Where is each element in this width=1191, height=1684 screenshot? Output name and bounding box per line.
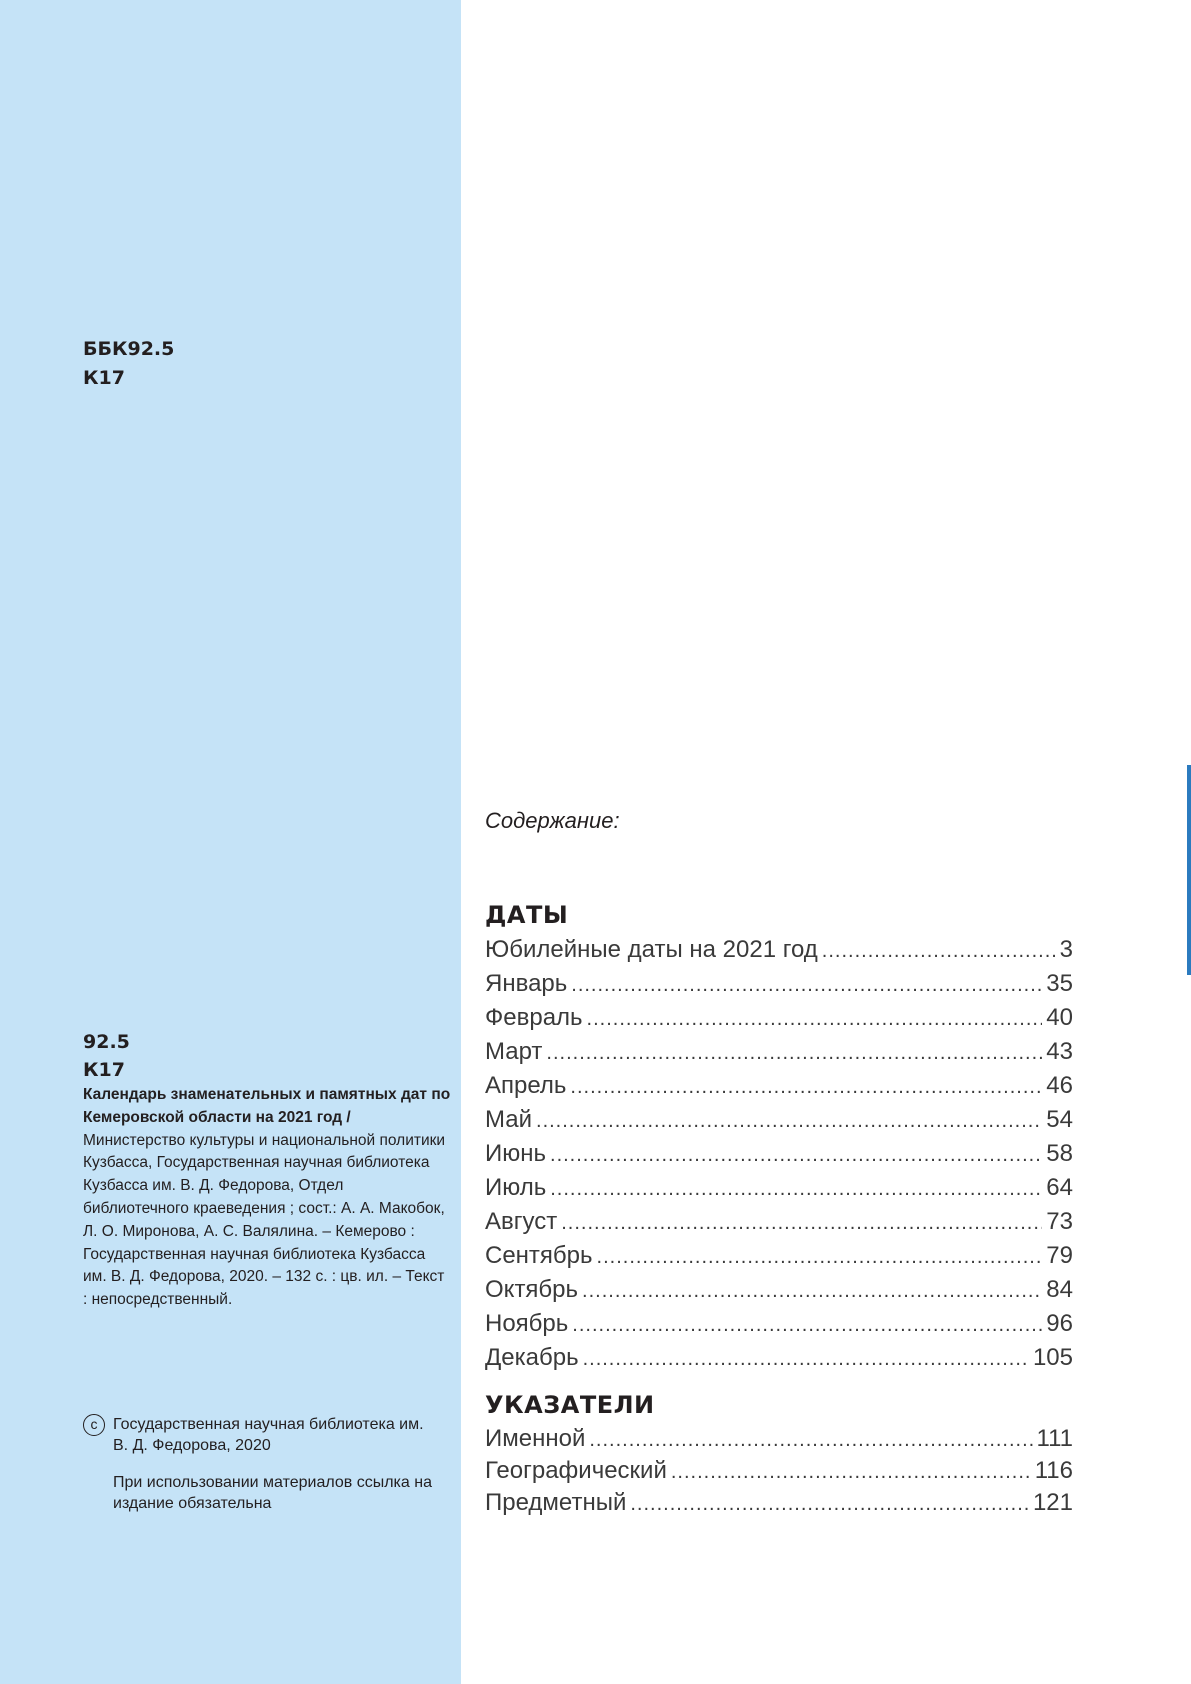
toc-leader-dots <box>561 1206 1042 1240</box>
toc-entry-label: Январь <box>485 970 568 997</box>
annotation-body: Министерство культуры и национальной политики Кузбасса, Государственная научная библиотека Кузбасса им. В. Д. Федорова, Отдел библиотечного краеведения ; сост.: А. А. Макобок, Л. О. Миронова, А. С. Валялина. – Кемерово : Государственная научная библиотека Кузбасса им. В. Д. Федорова, 2020. – 132 с. : цв. ил. – Текст : непосредственный. <box>83 1131 446 1309</box>
copyright-icon: c <box>83 1414 105 1436</box>
toc-entry-label: Июль <box>485 1174 547 1201</box>
toc-entry-label: Ноябрь <box>485 1310 569 1337</box>
toc-entry[interactable] <box>485 1035 1073 1069</box>
toc-entry-page: 40 <box>1046 1004 1073 1031</box>
toc-entry[interactable] <box>485 1341 1073 1375</box>
toc-entry[interactable] <box>485 1487 1073 1519</box>
toc-entry[interactable] <box>485 1137 1073 1171</box>
toc-leader-dots <box>570 1070 1042 1104</box>
toc-entry-page: 58 <box>1046 1140 1073 1167</box>
usage-note: При использовании материалов ссылка на издание обязательна <box>113 1474 432 1512</box>
toc-entry-label: Июнь <box>485 1140 547 1167</box>
toc-entry[interactable] <box>485 1171 1073 1205</box>
toc-leader-dots <box>582 1274 1042 1308</box>
toc-leader-dots <box>630 1488 1029 1520</box>
toc-entry-label: Октябрь <box>485 1276 579 1303</box>
toc-entry-label: Географический <box>485 1457 667 1484</box>
toc-entry-label: Февраль <box>485 1004 583 1031</box>
annotation-text <box>83 1084 453 1312</box>
toc-entry[interactable] <box>485 1273 1073 1307</box>
toc-entry[interactable] <box>485 1423 1073 1455</box>
copyright-holder: Государственная научная библиотека им. В. Д. Федорова, 2020 <box>113 1416 424 1454</box>
toc-entry[interactable] <box>485 1103 1073 1137</box>
contents-title: Содержание: <box>485 808 620 833</box>
table-of-contents <box>485 897 1073 1519</box>
toc-entry-label: Именной <box>485 1425 586 1452</box>
toc-entry-page: 111 <box>1036 1425 1073 1452</box>
toc-entry-label: Сентябрь <box>485 1242 593 1269</box>
bibliographic-annotation <box>83 1028 453 1312</box>
toc-entry[interactable] <box>485 1239 1073 1273</box>
toc-leader-dots <box>536 1104 1042 1138</box>
toc-leader-dots <box>597 1240 1043 1274</box>
toc-entry-page: 43 <box>1046 1038 1073 1065</box>
section-heading-dates: ДАТЫ <box>485 901 569 929</box>
toc-entry-label: Декабрь <box>485 1344 579 1371</box>
toc-leader-dots <box>572 1308 1042 1342</box>
toc-entry-page: 46 <box>1046 1072 1073 1099</box>
toc-leader-dots <box>589 1424 1032 1456</box>
toc-leader-dots <box>671 1456 1031 1488</box>
toc-entry-label: Август <box>485 1208 558 1235</box>
toc-entry[interactable] <box>485 933 1073 967</box>
toc-entry[interactable] <box>485 1069 1073 1103</box>
toc-leader-dots <box>550 1172 1042 1206</box>
toc-entry-page: 105 <box>1032 1344 1073 1371</box>
toc-entry[interactable] <box>485 1205 1073 1239</box>
annotation-title: Календарь знаменательных и памятных дат по Кемеровской области на 2021 год / <box>83 1086 451 1126</box>
copyright-block <box>83 1414 453 1514</box>
toc-leader-dots <box>822 934 1056 968</box>
page-edge-accent <box>1187 765 1191 975</box>
annotation-author-mark: К17 <box>83 1059 125 1081</box>
toc-entry[interactable] <box>485 1455 1073 1487</box>
toc-entry-label: Март <box>485 1038 543 1065</box>
toc-entry-page: 73 <box>1046 1208 1073 1235</box>
section-heading-indexes: УКАЗАТЕЛИ <box>485 1391 655 1419</box>
toc-leader-dots <box>546 1036 1042 1070</box>
toc-entry-page: 96 <box>1046 1310 1073 1337</box>
copyright-row <box>83 1414 453 1456</box>
toc-entry-label: Юбилейные даты на 2021 год <box>485 936 818 963</box>
toc-entry-page: 121 <box>1032 1489 1073 1516</box>
bbk-codes <box>83 335 174 393</box>
bbk-code: ББК92.5 <box>83 338 175 360</box>
toc-entry-page: 64 <box>1046 1174 1073 1201</box>
toc-entry-page: 35 <box>1046 970 1073 997</box>
toc-leader-dots <box>550 1138 1042 1172</box>
toc-entry[interactable] <box>485 1307 1073 1341</box>
toc-leader-dots <box>571 968 1042 1002</box>
author-mark: К17 <box>83 367 125 389</box>
toc-entry-page: 84 <box>1046 1276 1073 1303</box>
toc-entry-page: 116 <box>1034 1457 1073 1484</box>
toc-leader-dots <box>587 1002 1043 1036</box>
toc-entry-page: 79 <box>1046 1242 1073 1269</box>
toc-entry[interactable] <box>485 967 1073 1001</box>
annotation-bbk-code: 92.5 <box>83 1031 130 1053</box>
left-panel <box>0 0 461 1684</box>
toc-entry-label: Май <box>485 1106 533 1133</box>
toc-entry-page: 54 <box>1046 1106 1073 1133</box>
toc-leader-dots <box>583 1342 1029 1376</box>
toc-entry-label: Предметный <box>485 1489 627 1516</box>
toc-entry-page: 3 <box>1059 936 1073 963</box>
toc-entry[interactable] <box>485 1001 1073 1035</box>
toc-entry-label: Апрель <box>485 1072 567 1099</box>
